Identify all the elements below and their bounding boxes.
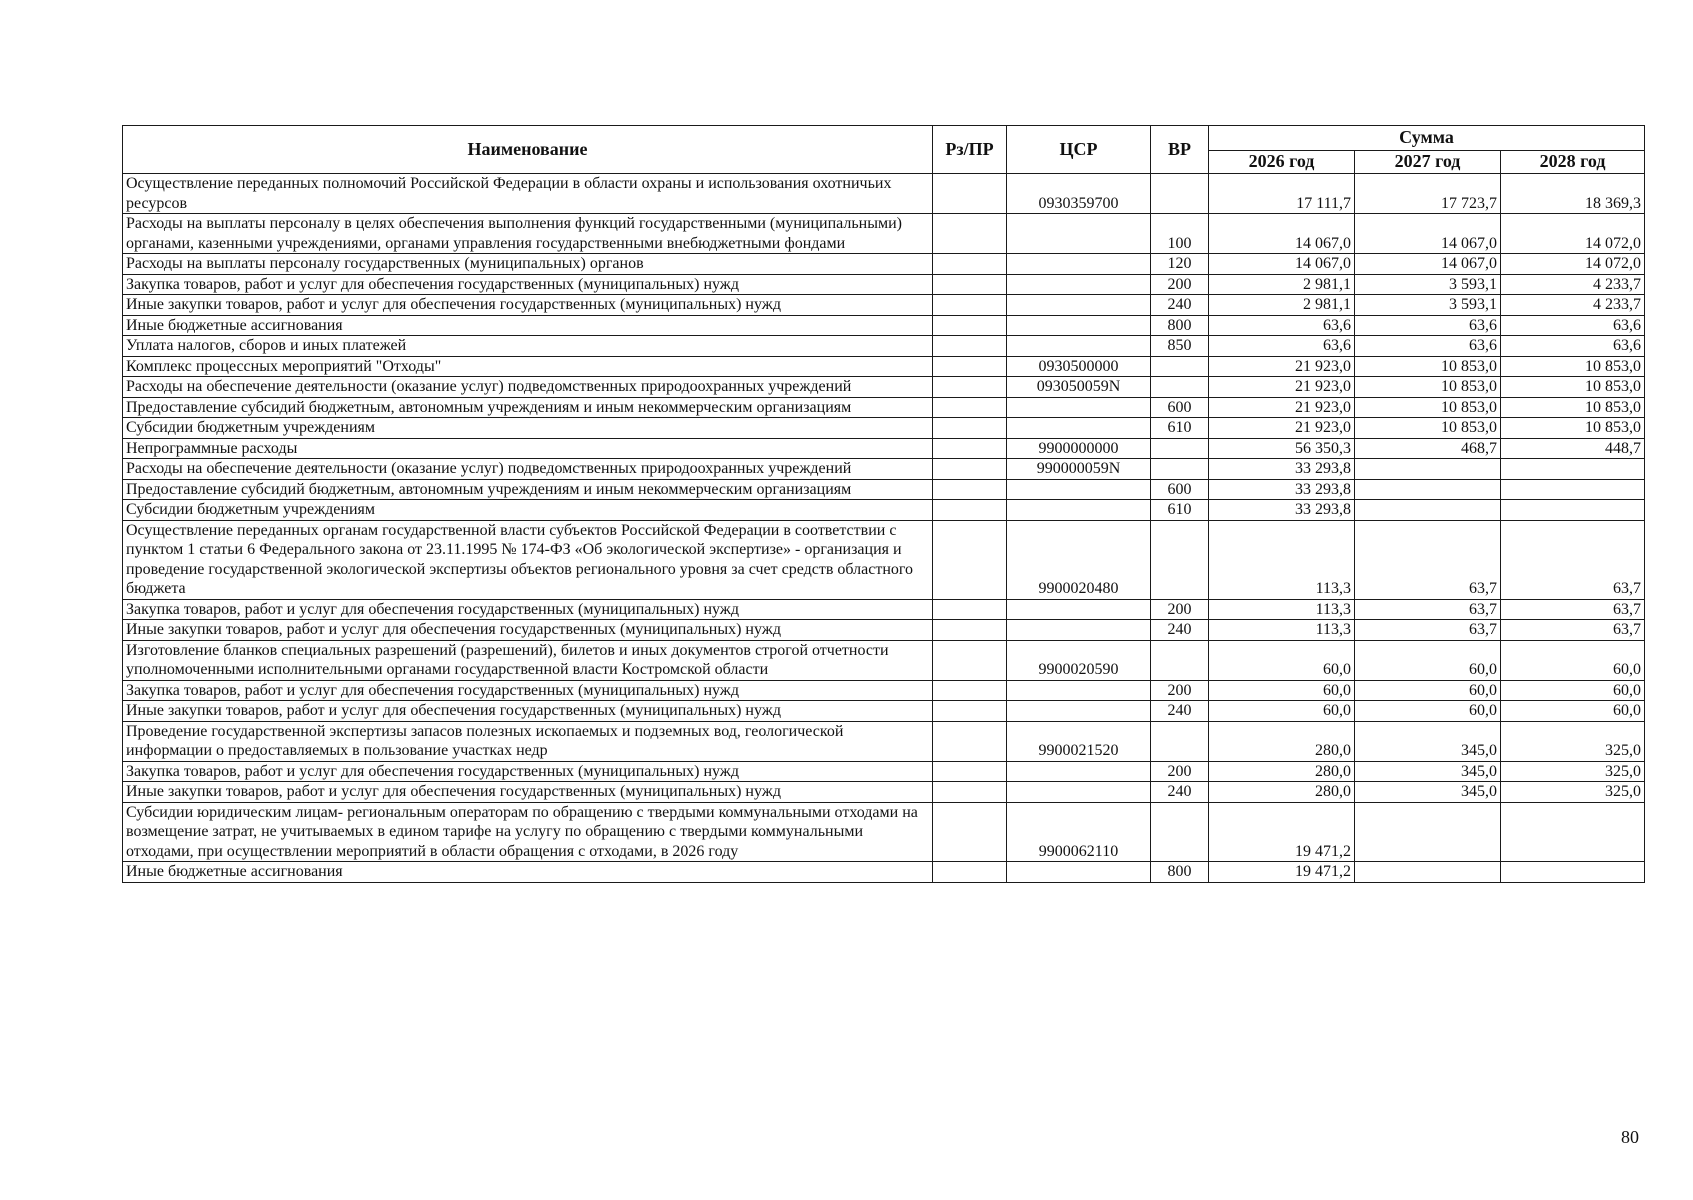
cell-vr [1151, 520, 1209, 599]
table-row [123, 721, 1645, 761]
cell-name: Субсидии юридическим лицам- региональным операторам по обращению с твердыми коммунальными отходами на возмещение затрат, не учитываемых в едином тарифе на услугу по обращению с твердыми коммунальными отходами, при осуществлении мероприятий в области обращения с отходами, в 2026 году [123, 802, 933, 862]
cell-csr: 0930359700 [1007, 174, 1151, 214]
header-year-2028: 2028 год [1501, 151, 1645, 174]
cell-sum-2026: 63,6 [1209, 315, 1355, 336]
cell-name: Закупка товаров, работ и услуг для обеспечения государственных (муниципальных) нужд [123, 274, 933, 295]
cell-sum-2026: 19 471,2 [1209, 862, 1355, 883]
cell-sum-2026: 60,0 [1209, 680, 1355, 701]
cell-sum-2026: 280,0 [1209, 782, 1355, 803]
cell-sum-2027: 3 593,1 [1355, 295, 1501, 316]
cell-vr: 200 [1151, 599, 1209, 620]
cell-rz-pr [933, 500, 1007, 521]
cell-sum-2028: 63,7 [1501, 620, 1645, 641]
cell-sum-2028: 63,7 [1501, 520, 1645, 599]
cell-sum-2026: 19 471,2 [1209, 802, 1355, 862]
cell-csr [1007, 315, 1151, 336]
cell-name: Закупка товаров, работ и услуг для обеспечения государственных (муниципальных) нужд [123, 599, 933, 620]
cell-vr: 610 [1151, 418, 1209, 439]
cell-sum-2028: 63,7 [1501, 599, 1645, 620]
cell-sum-2028: 60,0 [1501, 640, 1645, 680]
cell-name: Предоставление субсидий бюджетным, автономным учреждениям и иным некоммерческим организациям [123, 479, 933, 500]
cell-sum-2028: 14 072,0 [1501, 214, 1645, 254]
table-row [123, 356, 1645, 377]
cell-csr: 9900062110 [1007, 802, 1151, 862]
cell-name: Предоставление субсидий бюджетным, автономным учреждениям и иным некоммерческим организациям [123, 397, 933, 418]
cell-name: Иные закупки товаров, работ и услуг для обеспечения государственных (муниципальных) нужд [123, 701, 933, 722]
table-row [123, 274, 1645, 295]
cell-sum-2028: 60,0 [1501, 680, 1645, 701]
cell-sum-2028: 325,0 [1501, 721, 1645, 761]
cell-csr: 9900000000 [1007, 438, 1151, 459]
cell-csr [1007, 479, 1151, 500]
cell-sum-2028: 325,0 [1501, 782, 1645, 803]
cell-name: Субсидии бюджетным учреждениям [123, 418, 933, 439]
table-row [123, 599, 1645, 620]
cell-vr [1151, 438, 1209, 459]
cell-sum-2028 [1501, 479, 1645, 500]
cell-name: Комплекс процессных мероприятий "Отходы" [123, 356, 933, 377]
cell-csr [1007, 336, 1151, 357]
cell-csr: 9900021520 [1007, 721, 1151, 761]
cell-sum-2027: 3 593,1 [1355, 274, 1501, 295]
header-vr: ВР [1151, 126, 1209, 174]
cell-name: Расходы на обеспечение деятельности (оказание услуг) подведомственных природоохранных учреждений [123, 377, 933, 398]
cell-vr [1151, 377, 1209, 398]
cell-rz-pr [933, 315, 1007, 336]
cell-name: Расходы на выплаты персоналу в целях обеспечения выполнения функций государственными (муниципальными) органами, казенными учреждениями, органами управления государственными внебюджетными фондами [123, 214, 933, 254]
cell-csr: 9900020590 [1007, 640, 1151, 680]
cell-csr [1007, 295, 1151, 316]
cell-sum-2028: 4 233,7 [1501, 295, 1645, 316]
cell-sum-2028: 325,0 [1501, 761, 1645, 782]
page-number: 80 [1621, 1127, 1639, 1147]
cell-csr: 9900020480 [1007, 520, 1151, 599]
cell-sum-2028 [1501, 862, 1645, 883]
table-row [123, 520, 1645, 599]
cell-rz-pr [933, 274, 1007, 295]
table-row [123, 438, 1645, 459]
cell-sum-2027: 17 723,7 [1355, 174, 1501, 214]
table-row [123, 214, 1645, 254]
cell-csr [1007, 254, 1151, 275]
cell-sum-2028: 4 233,7 [1501, 274, 1645, 295]
cell-vr: 100 [1151, 214, 1209, 254]
cell-csr: 093050059N [1007, 377, 1151, 398]
cell-sum-2026: 113,3 [1209, 599, 1355, 620]
cell-sum-2026: 21 923,0 [1209, 397, 1355, 418]
cell-rz-pr [933, 782, 1007, 803]
cell-name: Субсидии бюджетным учреждениям [123, 500, 933, 521]
cell-sum-2027: 60,0 [1355, 640, 1501, 680]
cell-vr [1151, 459, 1209, 480]
cell-vr [1151, 721, 1209, 761]
table-row [123, 500, 1645, 521]
cell-csr: 990000059N [1007, 459, 1151, 480]
cell-sum-2027: 63,7 [1355, 520, 1501, 599]
cell-name: Иные закупки товаров, работ и услуг для обеспечения государственных (муниципальных) нужд [123, 295, 933, 316]
cell-sum-2026: 33 293,8 [1209, 500, 1355, 521]
cell-vr: 240 [1151, 295, 1209, 316]
table-row [123, 802, 1645, 862]
cell-sum-2027 [1355, 479, 1501, 500]
cell-sum-2028: 10 853,0 [1501, 418, 1645, 439]
cell-rz-pr [933, 862, 1007, 883]
cell-sum-2028 [1501, 500, 1645, 521]
cell-sum-2026: 113,3 [1209, 520, 1355, 599]
table-row [123, 174, 1645, 214]
cell-name: Иные закупки товаров, работ и услуг для обеспечения государственных (муниципальных) нужд [123, 620, 933, 641]
cell-sum-2027 [1355, 459, 1501, 480]
cell-rz-pr [933, 397, 1007, 418]
cell-csr [1007, 599, 1151, 620]
header-name: Наименование [123, 126, 933, 174]
cell-name: Расходы на обеспечение деятельности (оказание услуг) подведомственных природоохранных учреждений [123, 459, 933, 480]
cell-rz-pr [933, 761, 1007, 782]
cell-sum-2026: 63,6 [1209, 336, 1355, 357]
cell-rz-pr [933, 680, 1007, 701]
cell-sum-2026: 280,0 [1209, 721, 1355, 761]
cell-sum-2027: 345,0 [1355, 761, 1501, 782]
cell-vr: 800 [1151, 862, 1209, 883]
cell-sum-2028 [1501, 802, 1645, 862]
cell-rz-pr [933, 438, 1007, 459]
cell-csr [1007, 397, 1151, 418]
cell-sum-2028: 60,0 [1501, 701, 1645, 722]
cell-rz-pr [933, 802, 1007, 862]
cell-rz-pr [933, 214, 1007, 254]
cell-sum-2026: 14 067,0 [1209, 214, 1355, 254]
cell-vr [1151, 356, 1209, 377]
cell-sum-2026: 56 350,3 [1209, 438, 1355, 459]
cell-vr: 240 [1151, 701, 1209, 722]
table-row [123, 397, 1645, 418]
cell-rz-pr [933, 640, 1007, 680]
cell-rz-pr [933, 620, 1007, 641]
cell-rz-pr [933, 356, 1007, 377]
cell-name: Уплата налогов, сборов и иных платежей [123, 336, 933, 357]
table-row [123, 761, 1645, 782]
cell-sum-2027: 63,7 [1355, 599, 1501, 620]
cell-name: Закупка товаров, работ и услуг для обеспечения государственных (муниципальных) нужд [123, 761, 933, 782]
cell-sum-2027: 63,6 [1355, 315, 1501, 336]
cell-sum-2027: 14 067,0 [1355, 214, 1501, 254]
cell-sum-2026: 60,0 [1209, 640, 1355, 680]
cell-name: Осуществление переданных полномочий Российской Федерации в области охраны и использования охотничьих ресурсов [123, 174, 933, 214]
cell-csr [1007, 500, 1151, 521]
cell-rz-pr [933, 459, 1007, 480]
cell-csr [1007, 418, 1151, 439]
cell-vr: 200 [1151, 761, 1209, 782]
cell-vr: 600 [1151, 479, 1209, 500]
cell-sum-2026: 21 923,0 [1209, 356, 1355, 377]
cell-sum-2028: 10 853,0 [1501, 356, 1645, 377]
header-rz-pr: Рз/ПР [933, 126, 1007, 174]
cell-sum-2026: 113,3 [1209, 620, 1355, 641]
cell-sum-2027 [1355, 500, 1501, 521]
cell-sum-2026: 21 923,0 [1209, 418, 1355, 439]
table-row [123, 254, 1645, 275]
cell-rz-pr [933, 520, 1007, 599]
table-header [123, 126, 1645, 174]
cell-csr: 0930500000 [1007, 356, 1151, 377]
cell-vr: 120 [1151, 254, 1209, 275]
cell-rz-pr [933, 254, 1007, 275]
cell-sum-2027: 345,0 [1355, 782, 1501, 803]
table-body [123, 174, 1645, 883]
cell-csr [1007, 782, 1151, 803]
cell-vr [1151, 640, 1209, 680]
cell-rz-pr [933, 418, 1007, 439]
cell-name: Расходы на выплаты персоналу государственных (муниципальных) органов [123, 254, 933, 275]
table-row [123, 782, 1645, 803]
cell-sum-2027: 10 853,0 [1355, 397, 1501, 418]
table-row [123, 418, 1645, 439]
cell-csr [1007, 680, 1151, 701]
cell-vr [1151, 174, 1209, 214]
cell-sum-2027 [1355, 862, 1501, 883]
header-year-2027: 2027 год [1355, 151, 1501, 174]
header-year-2026: 2026 год [1209, 151, 1355, 174]
cell-sum-2028: 448,7 [1501, 438, 1645, 459]
table-row [123, 479, 1645, 500]
header-csr: ЦСР [1007, 126, 1151, 174]
cell-name: Изготовление бланков специальных разрешений (разрешений), билетов и иных документов строгой отчетности уполномоченными исполнительными органами государственной власти Костромской области [123, 640, 933, 680]
cell-vr: 200 [1151, 274, 1209, 295]
cell-rz-pr [933, 336, 1007, 357]
cell-name: Закупка товаров, работ и услуг для обеспечения государственных (муниципальных) нужд [123, 680, 933, 701]
cell-vr: 600 [1151, 397, 1209, 418]
cell-rz-pr [933, 377, 1007, 398]
cell-name: Осуществление переданных органам государственной власти субъектов Российской Федерации в соответствии с пунктом 1 статьи 6 Федерального закона от 23.11.1995 № 174-ФЗ «Об экологической экспертизе» - организация и проведение государственной экологической экспертизы объектов регионального уровня за счет средств областного бюджета [123, 520, 933, 599]
cell-sum-2026: 21 923,0 [1209, 377, 1355, 398]
table-row [123, 620, 1645, 641]
cell-sum-2026: 280,0 [1209, 761, 1355, 782]
cell-rz-pr [933, 721, 1007, 761]
table-row [123, 701, 1645, 722]
cell-rz-pr [933, 295, 1007, 316]
cell-csr [1007, 214, 1151, 254]
cell-rz-pr [933, 479, 1007, 500]
cell-sum-2027: 63,7 [1355, 620, 1501, 641]
cell-sum-2028: 10 853,0 [1501, 397, 1645, 418]
cell-sum-2027: 10 853,0 [1355, 356, 1501, 377]
header-sum: Сумма [1209, 126, 1645, 151]
cell-sum-2027: 60,0 [1355, 680, 1501, 701]
cell-sum-2026: 33 293,8 [1209, 479, 1355, 500]
cell-csr [1007, 761, 1151, 782]
cell-sum-2028 [1501, 459, 1645, 480]
cell-name: Иные бюджетные ассигнования [123, 862, 933, 883]
table-row [123, 862, 1645, 883]
cell-sum-2026: 17 111,7 [1209, 174, 1355, 214]
cell-csr [1007, 620, 1151, 641]
table-row [123, 640, 1645, 680]
cell-sum-2027: 10 853,0 [1355, 418, 1501, 439]
cell-name: Непрограммные расходы [123, 438, 933, 459]
cell-csr [1007, 862, 1151, 883]
cell-sum-2026: 14 067,0 [1209, 254, 1355, 275]
cell-vr: 200 [1151, 680, 1209, 701]
table-row [123, 680, 1645, 701]
table-row [123, 377, 1645, 398]
budget-table [122, 125, 1645, 883]
cell-rz-pr [933, 599, 1007, 620]
cell-sum-2028: 63,6 [1501, 315, 1645, 336]
cell-sum-2026: 2 981,1 [1209, 295, 1355, 316]
cell-vr: 240 [1151, 620, 1209, 641]
cell-vr: 800 [1151, 315, 1209, 336]
cell-sum-2028: 14 072,0 [1501, 254, 1645, 275]
cell-sum-2028: 18 369,3 [1501, 174, 1645, 214]
cell-sum-2027: 10 853,0 [1355, 377, 1501, 398]
table-row [123, 295, 1645, 316]
cell-vr: 850 [1151, 336, 1209, 357]
cell-sum-2027: 60,0 [1355, 701, 1501, 722]
cell-sum-2027: 63,6 [1355, 336, 1501, 357]
cell-name: Проведение государственной экспертизы запасов полезных ископаемых и подземных вод, геологической информации о предоставляемых в пользование участках недр [123, 721, 933, 761]
cell-sum-2026: 2 981,1 [1209, 274, 1355, 295]
table-row [123, 336, 1645, 357]
cell-sum-2026: 60,0 [1209, 701, 1355, 722]
cell-csr [1007, 701, 1151, 722]
cell-csr [1007, 274, 1151, 295]
cell-name: Иные закупки товаров, работ и услуг для обеспечения государственных (муниципальных) нужд [123, 782, 933, 803]
cell-rz-pr [933, 174, 1007, 214]
cell-vr: 240 [1151, 782, 1209, 803]
cell-sum-2028: 10 853,0 [1501, 377, 1645, 398]
cell-sum-2027: 468,7 [1355, 438, 1501, 459]
table-row [123, 315, 1645, 336]
cell-sum-2027: 345,0 [1355, 721, 1501, 761]
cell-vr [1151, 802, 1209, 862]
table-row [123, 459, 1645, 480]
cell-sum-2026: 33 293,8 [1209, 459, 1355, 480]
cell-sum-2027: 14 067,0 [1355, 254, 1501, 275]
cell-sum-2028: 63,6 [1501, 336, 1645, 357]
cell-rz-pr [933, 701, 1007, 722]
cell-name: Иные бюджетные ассигнования [123, 315, 933, 336]
cell-vr: 610 [1151, 500, 1209, 521]
cell-sum-2027 [1355, 802, 1501, 862]
